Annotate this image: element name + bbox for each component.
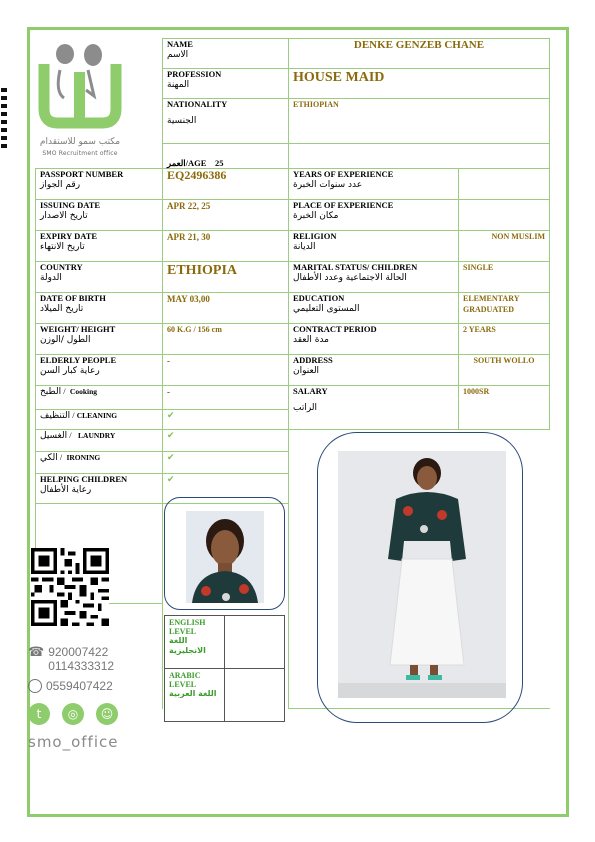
twitter-icon[interactable]: t xyxy=(28,703,50,725)
weight-height-label: WEIGHT/ HEIGHT xyxy=(40,324,116,334)
address-label-ar: العنوان xyxy=(293,366,320,376)
cooking-value-cell xyxy=(163,386,289,410)
phone-icon: ☎ xyxy=(28,645,45,660)
arabic-level-label-ar: اللغة العربية xyxy=(169,689,217,698)
english-level-label-cell xyxy=(165,616,225,669)
english-level-label-ar: اللغة الانجليزية xyxy=(169,636,206,655)
issuing-label: ISSUING DATE xyxy=(40,200,101,210)
profession-value-cell xyxy=(289,69,550,99)
dob-value: MAY 03,00 xyxy=(167,294,210,304)
arabic-level-value xyxy=(225,669,285,722)
profession-label-cell xyxy=(163,69,289,99)
education-label-cell xyxy=(289,293,459,324)
contact-block xyxy=(28,645,114,693)
address-label: ADDRESS xyxy=(293,355,333,365)
dob-label-cell xyxy=(36,293,163,324)
cooking-label-ar: الطبخ xyxy=(40,387,62,397)
country-label-cell xyxy=(36,262,163,293)
laundry-label: LAUNDRY xyxy=(78,431,116,440)
helping-children-check-icon: ✔ xyxy=(167,474,175,484)
experience-place-label-ar: مكان الخبرة xyxy=(293,211,339,221)
address-value-cell xyxy=(459,355,550,386)
brand-name-ar: مكتب سمو للاستقدام xyxy=(39,137,121,147)
name-value: DENKE GENZEB CHANE xyxy=(353,39,485,51)
weight-height-value: 60 K.G / 156 cm xyxy=(167,325,222,334)
qr-code[interactable] xyxy=(28,548,112,626)
elderly-value: - xyxy=(167,356,170,366)
education-value: ELEMENTARY GRADUATED xyxy=(463,294,520,314)
marital-label-ar: الحالة الاجتماعية وعدد الأطفال xyxy=(293,273,407,283)
religion-value-cell xyxy=(459,231,550,262)
marital-label-cell xyxy=(289,262,459,293)
experience-years-label-cell xyxy=(289,169,459,200)
marital-value-cell xyxy=(459,262,550,293)
portrait-photo xyxy=(186,511,264,603)
cleaning-label-ar: التنظيف xyxy=(40,411,71,421)
age-cell xyxy=(163,144,289,169)
ironing-value-cell xyxy=(163,452,289,474)
passport-value: EQ2496386 xyxy=(167,168,227,182)
country-value-cell xyxy=(163,262,289,293)
english-level-value xyxy=(225,616,285,669)
ironing-label-ar: الكي xyxy=(40,453,58,463)
helping-children-label-ar: رعاية الأطفال xyxy=(40,485,92,495)
education-value-cell xyxy=(459,293,550,324)
expiry-value: APR 21, 30 xyxy=(167,232,211,242)
experience-years-value xyxy=(459,169,550,200)
expiry-label-cell xyxy=(36,231,163,262)
social-handle: smo_office xyxy=(28,733,119,751)
whatsapp-icon xyxy=(28,679,42,693)
phone-2[interactable]: 0114333312 xyxy=(48,659,115,673)
arabic-level-label: ARABIC LEVEL xyxy=(169,671,201,689)
education-label-ar: المستوى التعليمي xyxy=(293,304,360,314)
helping-children-label: HELPING CHILDREN xyxy=(40,474,128,484)
cooking-label: Cooking xyxy=(69,387,97,396)
passport-value-cell xyxy=(163,169,289,200)
laundry-cell: الغسيل / LAUNDRY xyxy=(36,430,163,452)
experience-place-label-cell xyxy=(289,200,459,231)
religion-value: NON MUSLIM xyxy=(491,232,545,241)
experience-years-label: YEARS OF EXPERIENCE xyxy=(293,169,394,179)
arabic-level-label-cell xyxy=(165,669,225,722)
elderly-value-cell xyxy=(163,355,289,386)
dob-value-cell xyxy=(163,293,289,324)
nationality-value: ETHIOPIAN xyxy=(293,100,339,109)
address-label-cell xyxy=(289,355,459,386)
phone-1[interactable]: 920007422 xyxy=(48,645,109,659)
whatsapp-number[interactable]: 0559407422 xyxy=(46,679,113,693)
issuing-value: APR 22, 25 xyxy=(167,201,211,211)
laundry-check-icon: ✔ xyxy=(167,430,175,440)
cleaning-check-icon: ✔ xyxy=(167,410,175,420)
name-label-ar: الاسم xyxy=(167,50,189,60)
language-table xyxy=(164,615,285,722)
weight-height-label-ar: الطول /الوزن xyxy=(40,335,91,345)
age-label: /AGE xyxy=(185,158,207,168)
age-label-ar: العمر xyxy=(167,158,186,168)
expiry-label-ar: تاريخ الانتهاء xyxy=(40,242,85,252)
contract-value: 2 YEARS xyxy=(463,325,496,334)
salary-value: 1000SR xyxy=(463,387,490,396)
salary-label: SALARY xyxy=(293,386,328,396)
country-value: ETHIOPIA xyxy=(167,263,238,278)
contract-label-cell xyxy=(289,324,459,355)
dob-label-ar: تاريخ الميلاد xyxy=(40,304,84,314)
experience-years-label-ar: عدد سنوات الخبرة xyxy=(293,180,363,190)
country-label-ar: الدولة xyxy=(40,273,62,283)
experience-place-value xyxy=(459,200,550,231)
nationality-label-cell xyxy=(163,99,289,144)
salary-value-cell xyxy=(459,386,550,430)
expiry-value-cell xyxy=(163,231,289,262)
salary-label-ar: الراتب xyxy=(293,403,318,413)
profession-label: PROFESSION xyxy=(167,69,222,79)
side-vertical-text xyxy=(0,88,8,160)
helping-children-cell xyxy=(36,474,163,504)
elderly-label-cell xyxy=(36,355,163,386)
issuing-label-cell xyxy=(36,200,163,231)
country-label: COUNTRY xyxy=(40,262,83,272)
age-value: 25 xyxy=(214,158,224,168)
contract-label-ar: مدة العقد xyxy=(293,335,329,345)
logo-cell xyxy=(36,39,163,169)
issuing-label-ar: تاريخ الاصدار xyxy=(40,211,88,221)
full-body-photo-frame xyxy=(317,432,523,723)
marital-label: MARITAL STATUS/ CHILDREN xyxy=(293,262,418,272)
cleaning-value-cell xyxy=(163,410,289,430)
religion-label-ar: الديانة xyxy=(293,242,316,252)
salary-label-cell xyxy=(289,386,459,430)
full-body-photo xyxy=(338,451,506,698)
passport-label-ar: رقم الجواز xyxy=(40,180,81,190)
nationality-label-ar: الجنسية xyxy=(167,116,197,126)
passport-label-cell xyxy=(36,169,163,200)
name-value-cell xyxy=(289,39,550,69)
address-value: SOUTH WOLLO xyxy=(473,356,535,365)
nationality-value-cell xyxy=(289,99,550,144)
weight-height-value-cell xyxy=(163,324,289,355)
weight-height-label-cell xyxy=(36,324,163,355)
marital-value: SINGLE xyxy=(463,263,494,272)
contract-value-cell xyxy=(459,324,550,355)
cleaning-cell: التنظيف / CLEANING xyxy=(36,410,163,430)
small-photo-frame xyxy=(164,497,285,610)
ironing-check-icon: ✔ xyxy=(167,452,175,462)
religion-label: RELIGION xyxy=(293,231,337,241)
name-label-cell xyxy=(163,39,289,69)
religion-label-cell xyxy=(289,231,459,262)
laundry-label-ar: الغسيل xyxy=(40,431,68,441)
expiry-label: EXPIRY DATE xyxy=(40,231,98,241)
contract-label: CONTRACT PERIOD xyxy=(293,324,377,334)
dob-label: DATE OF BIRTH xyxy=(40,293,106,303)
experience-place-label: PLACE OF EXPERIENCE xyxy=(293,200,394,210)
education-label: EDUCATION xyxy=(293,293,345,303)
elderly-label: ELDERLY PEOPLE xyxy=(40,355,117,365)
ironing-cell: الكي / IRONING xyxy=(36,452,163,474)
profession-label-ar: المهنة xyxy=(167,80,190,90)
ironing-label: IRONING xyxy=(66,453,101,462)
name-label: NAME xyxy=(167,39,193,49)
nationality-label: NATIONALITY xyxy=(167,99,228,109)
brand-name-en: SMO Recruitment office xyxy=(42,150,118,157)
english-level-label: ENGLISH LEVEL xyxy=(169,618,206,636)
cooking-value: - xyxy=(167,387,170,397)
elderly-label-ar: رعاية كبار السن xyxy=(40,366,100,376)
snapchat-icon[interactable]: ☺ xyxy=(96,703,118,725)
passport-label: PASSPORT NUMBER xyxy=(40,169,124,179)
cooking-cell: الطبخ / Cooking xyxy=(36,386,163,410)
profession-value: HOUSE MAID xyxy=(293,70,385,85)
age-row-empty xyxy=(289,144,550,169)
laundry-value-cell xyxy=(163,430,289,452)
social-links xyxy=(28,703,118,725)
cleaning-label: CLEANING xyxy=(76,411,118,420)
issuing-value-cell xyxy=(163,200,289,231)
instagram-icon[interactable]: ◎ xyxy=(62,703,84,725)
